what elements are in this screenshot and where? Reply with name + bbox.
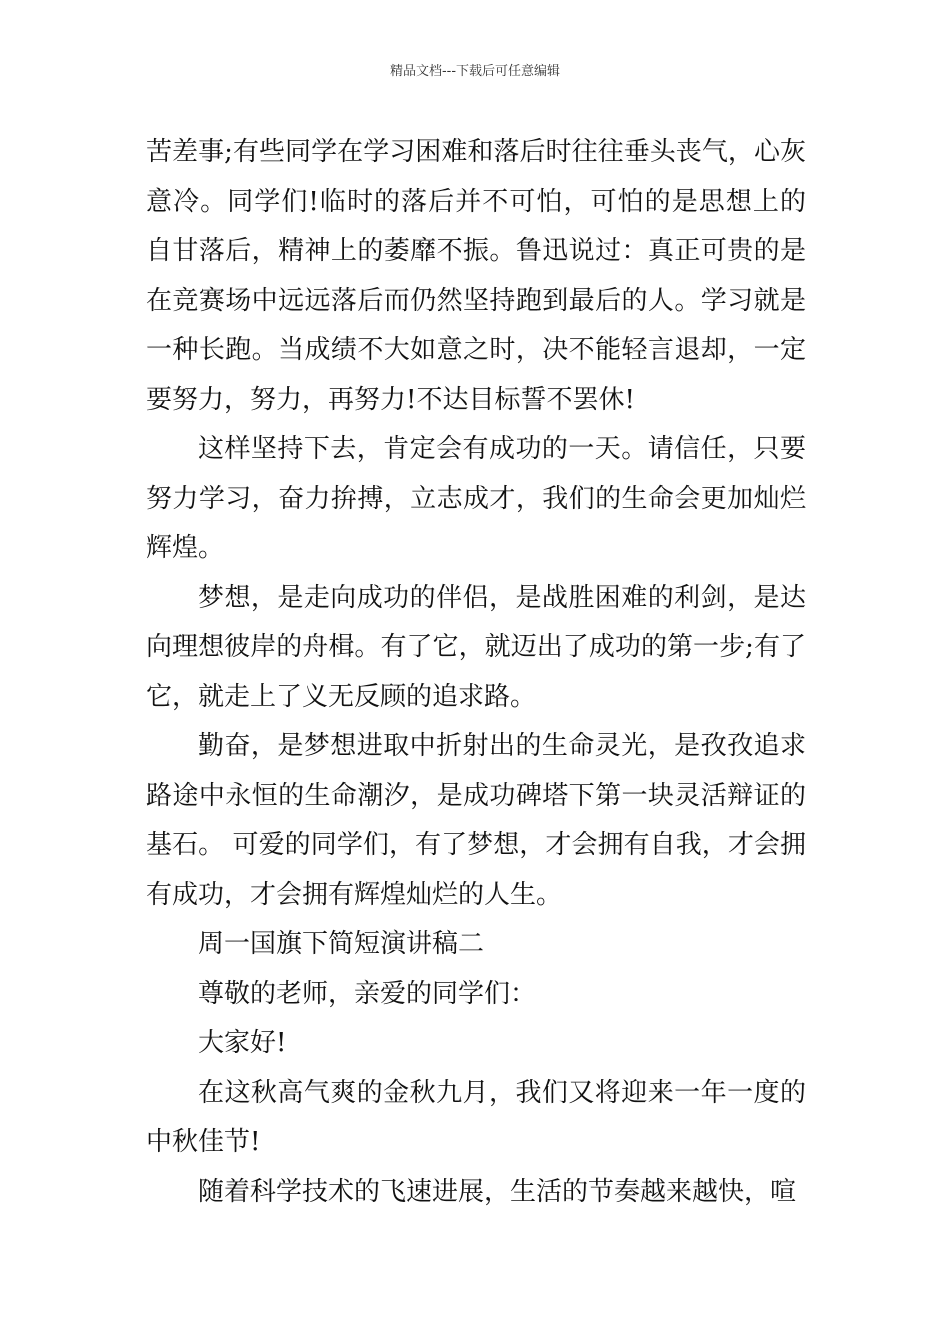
document-body — [146, 128, 806, 1217]
salutation: 尊敬的老师，亲爱的同学们： — [198, 978, 537, 1009]
paragraph: 在这秋高气爽的金秋九月，我们又将迎来一年一度的中秋佳节! — [146, 1077, 806, 1157]
paragraph: 勤奋，是梦想进取中折射出的生命灵光，是孜孜追求路途中永恒的生命潮汐，是成功碑塔下第一块灵活辩证的基石。 可爱的同学们，有了梦想，才会拥有自我，才会拥有成功，才会拥有辉煌灿烂的人生。 — [146, 731, 806, 910]
paragraph: 这样坚持下去，肯定会有成功的一天。请信任，只要努力学习，奋力拚搏，立志成才，我们的生命会更加灿烂辉煌。 — [146, 434, 806, 563]
paragraph: 苦差事;有些同学在学习困难和落后时往往垂头丧气，心灰意冷。同学们!临时的落后并不可怕，可怕的是思想上的自甘落后，精神上的萎靡不振。鲁迅说过：真正可贵的是在竞赛场中远远落后而仍然坚持跑到最后的人。学习就是一种长跑。当成绩不大如意之时，决不能轻言退却，一定要努力，努力，再努力!不达目标誓不罢休! — [146, 137, 806, 415]
page-header: 精品文档---下载后可任意编辑 — [389, 64, 561, 79]
paragraph: 梦想，是走向成功的伴侣，是战胜困难的利剑，是达向理想彼岸的舟楫。有了它，就迈出了成功的第一步;有了它，就走上了义无反顾的追求路。 — [146, 582, 806, 712]
section-title: 周一国旗下简短演讲稿二 — [198, 929, 485, 959]
paragraph: 随着科学技术的飞速进展，生活的节奏越来越快，喧 — [198, 1176, 797, 1207]
greeting: 大家好! — [198, 1028, 287, 1058]
